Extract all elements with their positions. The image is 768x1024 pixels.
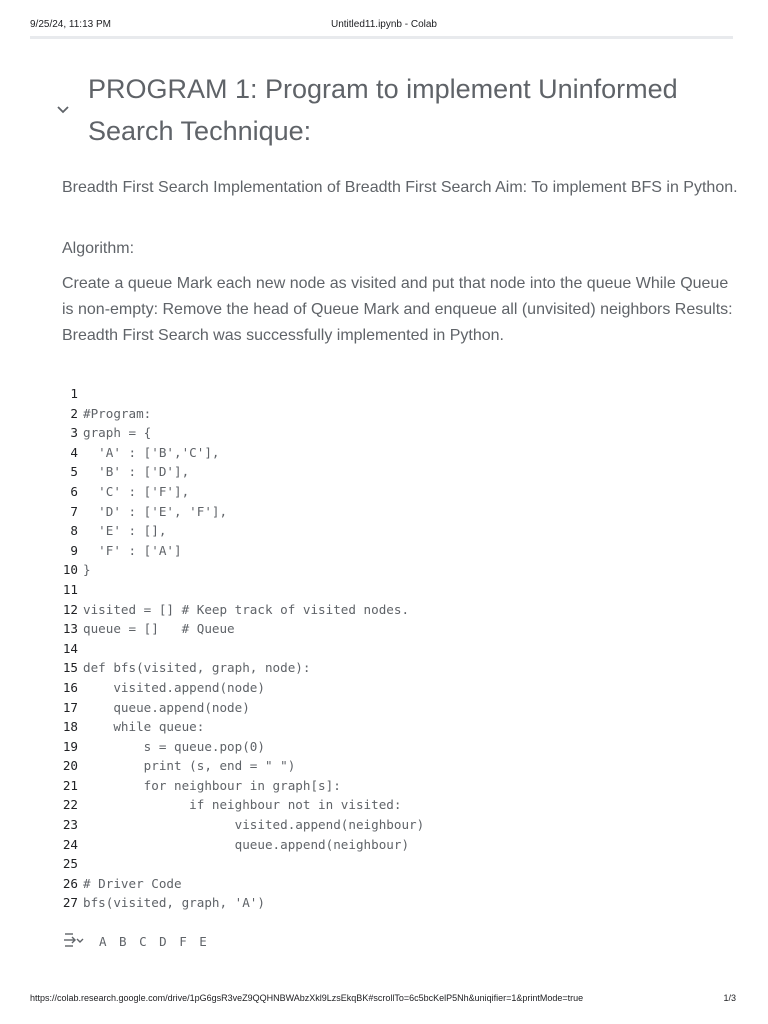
print-url: https://colab.research.google.com/drive/1pG6gsR3veZ9QQHNBWAbzXkl9LzsEkqBK#scrollTo=6c5bcKelP5Nh&uniqifier=1&printMode=true — [30, 993, 584, 1003]
code-text[interactable]: 'B' : ['D'], — [83, 464, 190, 480]
code-text[interactable]: print (s, end = " ") — [83, 758, 296, 774]
code-line[interactable] — [62, 658, 742, 678]
line-number: 20 — [62, 758, 78, 774]
code-line[interactable] — [62, 835, 742, 855]
code-text[interactable]: if neighbour not in visited: — [83, 797, 402, 813]
print-header — [0, 0, 768, 36]
code-line[interactable] — [62, 854, 742, 874]
line-number: 5 — [70, 464, 78, 480]
markdown-paragraph-aim: Breadth First Search Implementation of Breadth First Search Aim: To implement BFS in Python. — [62, 179, 738, 196]
code-line[interactable] — [62, 678, 742, 698]
code-text[interactable]: graph = { — [83, 425, 152, 441]
print-footer — [0, 990, 768, 1010]
print-title: Untitled11.ipynb - Colab — [331, 19, 437, 30]
code-line[interactable] — [62, 619, 742, 639]
code-line[interactable] — [62, 815, 742, 835]
chevron-down-icon[interactable] — [52, 99, 74, 121]
line-number: 13 — [62, 621, 78, 637]
code-line[interactable] — [62, 717, 742, 737]
line-number: 21 — [62, 777, 78, 793]
line-number: 24 — [62, 836, 78, 852]
line-number: 17 — [62, 699, 78, 715]
section-heading: PROGRAM 1: Program to implement Uninformed Search Technique: — [88, 74, 678, 146]
code-line[interactable] — [62, 737, 742, 757]
header-divider — [30, 36, 733, 39]
code-text[interactable]: visited = [] # Keep track of visited nodes. — [83, 601, 410, 617]
code-text[interactable]: queue.append(neighbour) — [83, 836, 410, 852]
code-line[interactable] — [62, 502, 742, 522]
line-number: 18 — [62, 719, 78, 735]
line-number: 23 — [62, 817, 78, 833]
code-line[interactable] — [62, 384, 742, 404]
line-number: 19 — [62, 738, 78, 754]
line-number: 4 — [70, 444, 78, 460]
code-text[interactable]: # Driver Code — [83, 875, 182, 891]
line-number: 1 — [70, 386, 78, 401]
code-text[interactable]: s = queue.pop(0) — [83, 738, 265, 754]
code-text[interactable]: 'F' : ['A'] — [83, 542, 182, 558]
page-number: 1/3 — [723, 993, 736, 1003]
code-text[interactable]: 'E' : [], — [83, 523, 167, 539]
code-line[interactable] — [62, 580, 742, 600]
code-line[interactable] — [62, 600, 742, 620]
line-number: 12 — [62, 601, 78, 617]
code-text[interactable]: 'D' : ['E', 'F'], — [83, 503, 228, 519]
code-text[interactable]: visited.append(neighbour) — [83, 817, 425, 833]
code-text[interactable]: while queue: — [83, 719, 205, 735]
line-number: 2 — [70, 405, 78, 421]
code-text[interactable]: 'C' : ['F'], — [83, 483, 190, 499]
markdown-paragraph-algorithm: Create a queue Mark each new node as visited and put that node into the queue While Queue is non-empty: Remove the head of Queue Mark and enqueue all (unvisited) neighbors Results: Breadth First Search was successfully implemented in Python. — [62, 275, 733, 344]
code-text[interactable]: def bfs(visited, graph, node): — [83, 660, 311, 676]
line-number: 8 — [70, 523, 78, 539]
code-line[interactable] — [62, 893, 742, 913]
code-text[interactable] — [78, 580, 83, 600]
code-text[interactable]: } — [83, 562, 91, 578]
line-number: 15 — [62, 660, 78, 676]
code-text[interactable] — [78, 639, 83, 659]
code-line[interactable] — [62, 482, 742, 502]
line-number: 16 — [62, 679, 78, 695]
code-line[interactable] — [62, 462, 742, 482]
code-text[interactable] — [78, 384, 83, 404]
cell-output-text: A B C D F E — [99, 933, 210, 949]
line-number: 11 — [62, 581, 78, 597]
output-expand-icon[interactable] — [62, 930, 86, 952]
code-text[interactable]: 'A' : ['B','C'], — [83, 444, 220, 460]
code-text[interactable]: queue.append(node) — [83, 699, 250, 715]
code-text[interactable]: visited.append(node) — [83, 679, 265, 695]
code-line[interactable] — [62, 560, 742, 580]
line-number: 25 — [62, 856, 78, 872]
output-area — [62, 930, 209, 952]
code-line[interactable] — [62, 423, 742, 443]
code-line[interactable] — [62, 404, 742, 424]
line-number: 22 — [62, 797, 78, 813]
code-line[interactable] — [62, 521, 742, 541]
line-number: 14 — [62, 640, 78, 656]
line-number: 26 — [62, 875, 78, 891]
markdown-paragraph-algorithm-label: Algorithm: — [62, 240, 135, 257]
line-number: 3 — [70, 425, 78, 441]
code-line[interactable] — [62, 541, 742, 561]
line-number: 27 — [62, 895, 78, 911]
line-number: 7 — [70, 503, 78, 519]
line-number: 6 — [70, 483, 78, 499]
code-line[interactable] — [62, 443, 742, 463]
code-line[interactable] — [62, 874, 742, 894]
code-line[interactable] — [62, 698, 742, 718]
code-editor[interactable] — [62, 384, 742, 913]
code-line[interactable] — [62, 776, 742, 796]
line-number: 9 — [70, 542, 78, 558]
print-datetime: 9/25/24, 11:13 PM — [30, 19, 111, 30]
code-line[interactable] — [62, 795, 742, 815]
code-text[interactable]: queue = [] # Queue — [83, 621, 235, 637]
code-text[interactable]: bfs(visited, graph, 'A') — [83, 895, 265, 911]
code-line[interactable] — [62, 756, 742, 776]
code-text[interactable] — [78, 854, 83, 874]
code-line[interactable] — [62, 639, 742, 659]
code-text[interactable]: #Program: — [83, 405, 152, 421]
line-number: 10 — [62, 562, 78, 578]
code-text[interactable]: for neighbour in graph[s]: — [83, 777, 341, 793]
